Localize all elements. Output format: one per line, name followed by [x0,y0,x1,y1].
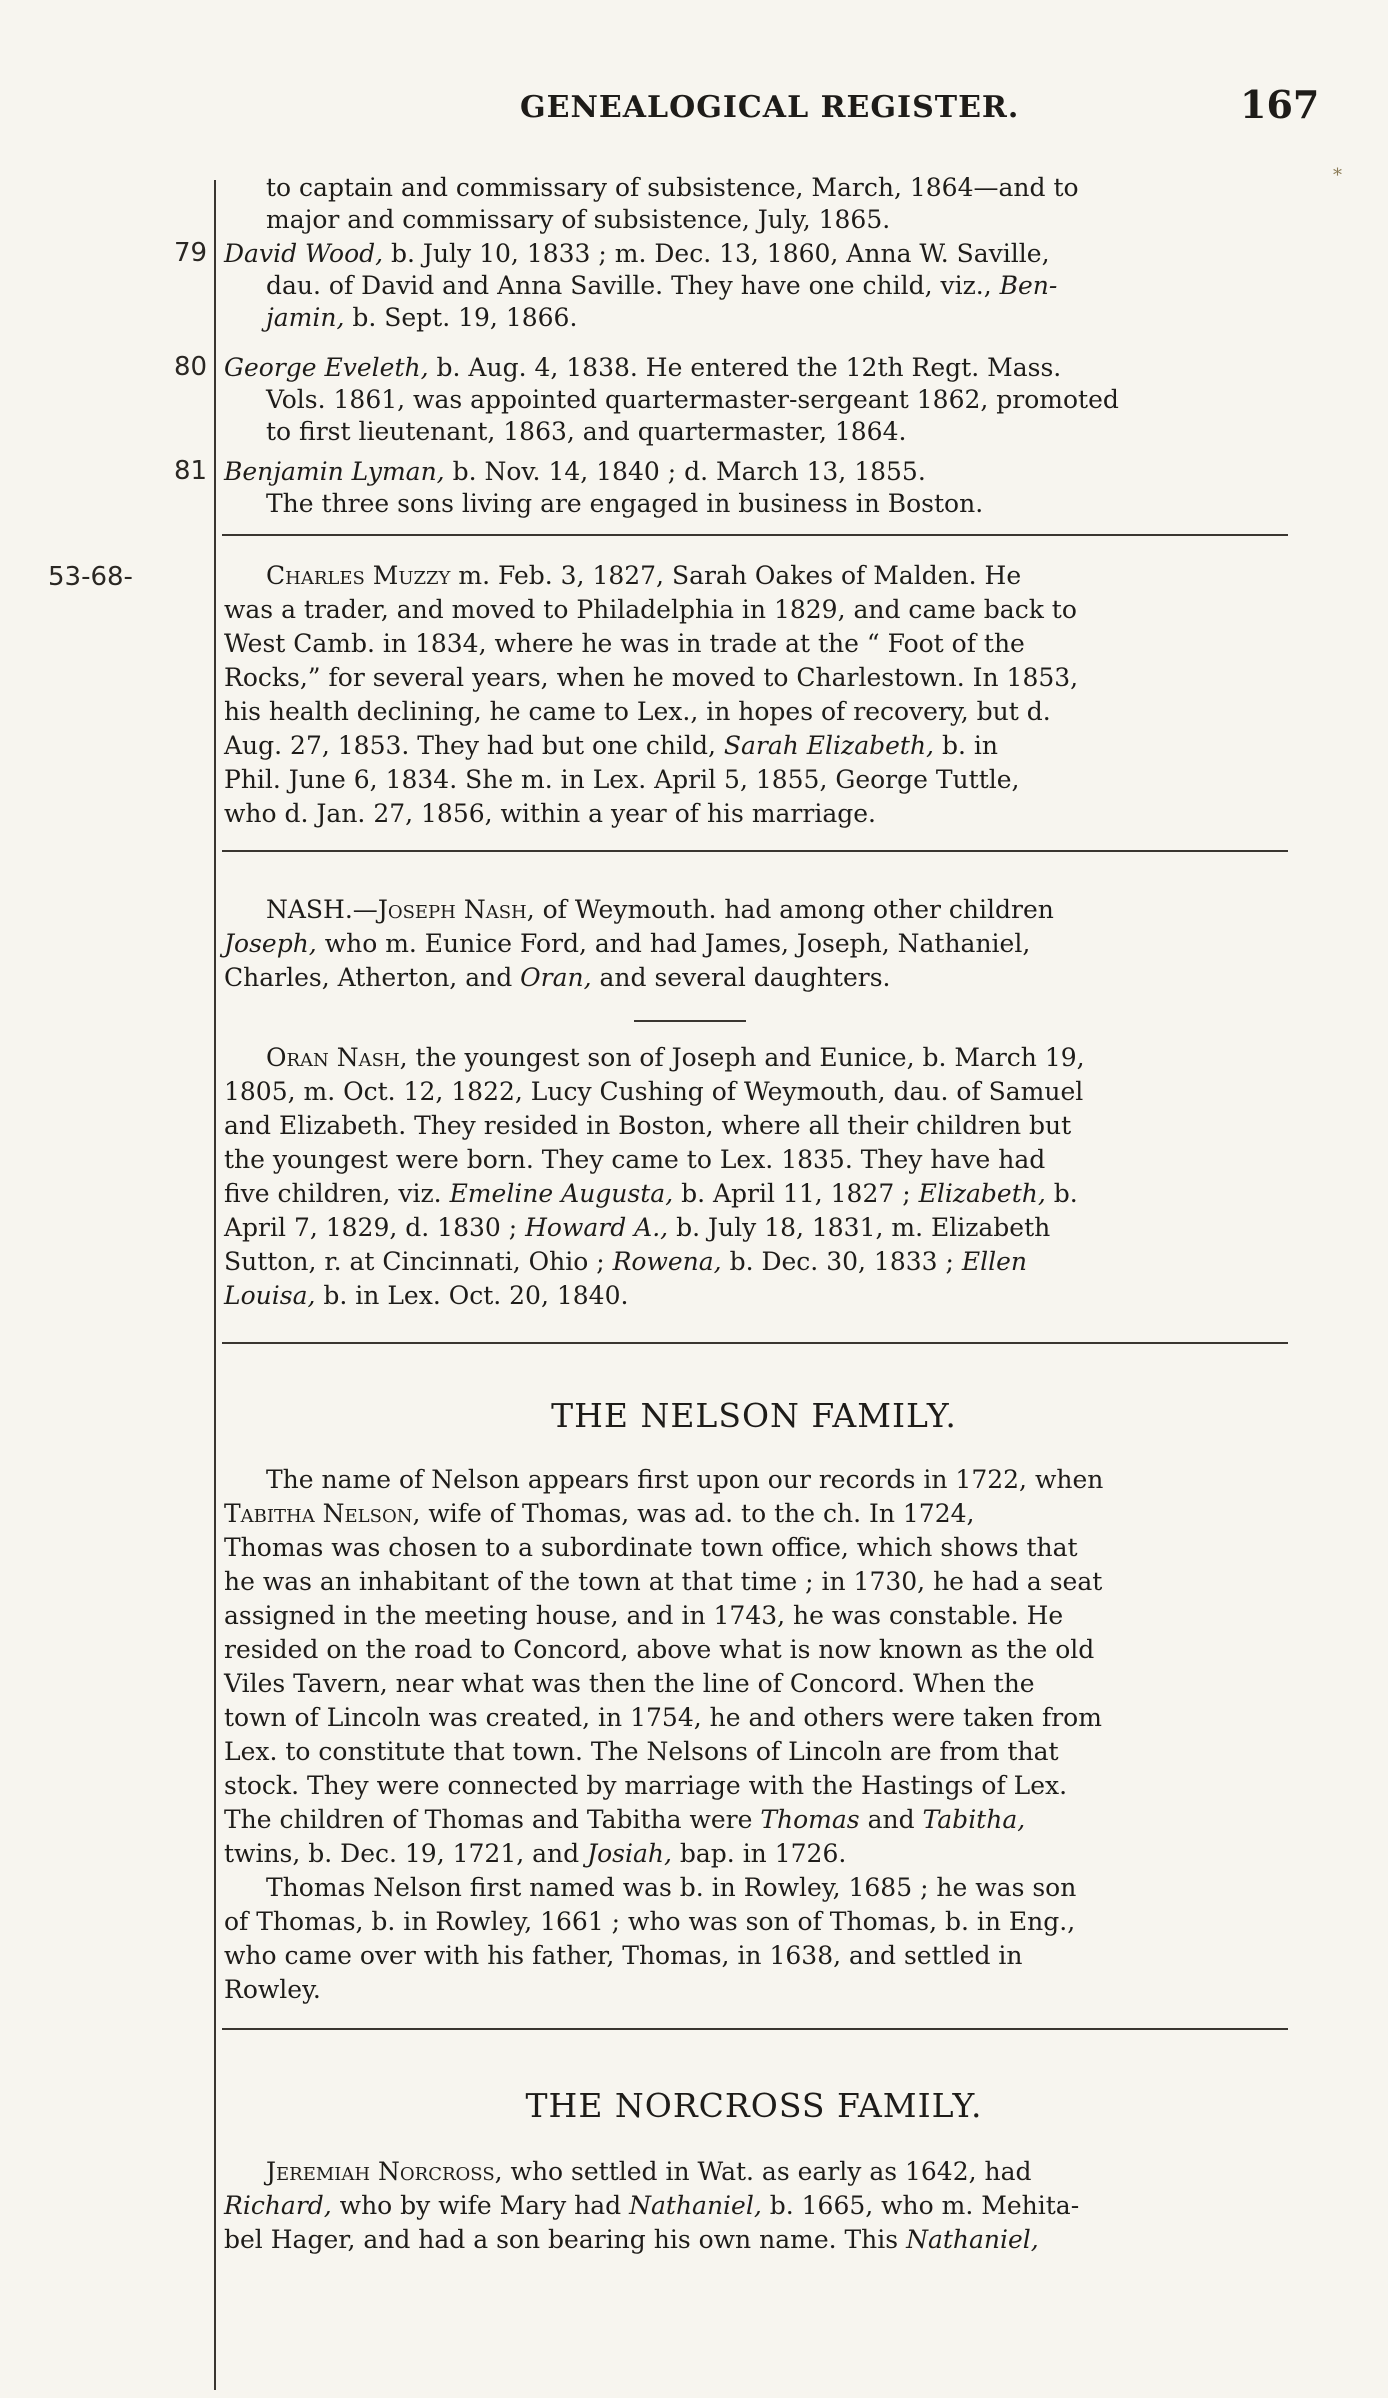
text-line: he was an inhabitant of the town at that time ; in 1730, he had a seat [224,1567,1103,1596]
entry-number: 53-68- [48,562,133,592]
text-line: Richard, who by wife Mary had Nathaniel, b. 1665, who m. Mehita- [224,2191,1080,2220]
text-line: Rowley. [224,1975,321,2004]
text-line: Charles, Atherton, and Oran, and several daughters. [224,963,891,992]
text-line: 1805, m. Oct. 12, 1822, Lucy Cushing of Weymouth, dau. of Samuel [224,1077,1084,1106]
section-divider [222,1342,1288,1344]
text-line: Jeremiah Norcross, who settled in Wat. as early as 1642, had [266,2157,1032,2186]
text-line: Benjamin Lyman, b. Nov. 14, 1840 ; d. March 13, 1855. [224,457,926,486]
text-line: Thomas was chosen to a subordinate town office, which shows that [224,1533,1078,1562]
page-number: 167 [1240,82,1320,127]
text-line: April 7, 1829, d. 1830 ; Howard A., b. July 18, 1831, m. Elizabeth [224,1213,1051,1242]
text-line: who d. Jan. 27, 1856, within a year of his marriage. [224,799,876,828]
text-line: West Camb. in 1834, where he was in trade at the “ Foot of the [224,629,1025,658]
text-line: who came over with his father, Thomas, in 1638, and settled in [224,1941,1023,1970]
text-line: assigned in the meeting house, and in 1743, he was constable. He [224,1601,1064,1630]
text-line: Sutton, r. at Cincinnati, Ohio ; Rowena, b. Dec. 30, 1833 ; Ellen [224,1247,1027,1276]
text-line: Phil. June 6, 1834. She m. in Lex. April 5, 1855, George Tuttle, [224,765,1020,794]
section-divider [222,2028,1288,2030]
person-name: Tabitha Nelson [224,1499,413,1528]
text-line: town of Lincoln was created, in 1754, he and others were taken from [224,1703,1102,1732]
text-line: five children, viz. Emeline Augusta, b. April 11, 1827 ; Elizabeth, b. [224,1179,1078,1208]
text-line: to first lieutenant, 1863, and quartermaster, 1864. [266,417,907,446]
text-line: and Elizabeth. They resided in Boston, where all their children but [224,1111,1072,1140]
text-line: David Wood, b. July 10, 1833 ; m. Dec. 13, 1860, Anna W. Saville, [224,239,1050,268]
text-line: Rocks,” for several years, when he moved to Charlestown. In 1853, [224,663,1079,692]
text-line: Aug. 27, 1853. They had but one child, Sarah Elizabeth, b. in [224,731,998,760]
margin-mark: * [1333,165,1342,186]
text-line: Charles Muzzy m. Feb. 3, 1827, Sarah Oakes of Malden. He [266,561,1022,590]
section-heading: THE NORCROSS FAMILY. [525,2086,983,2125]
text-line: to captain and commissary of subsistence, March, 1864—and to [266,173,1079,202]
text-line: bel Hager, and had a son bearing his own name. This Nathaniel, [224,2225,1039,2254]
text-line: Oran Nash, the youngest son of Joseph and Eunice, b. March 19, [266,1043,1085,1072]
text-line: Vols. 1861, was appointed quartermaster-sergeant 1862, promoted [266,385,1119,414]
text-line: Joseph, who m. Eunice Ford, and had James, Joseph, Nathaniel, [224,929,1031,958]
person-name: Oran Nash [266,1043,400,1072]
text-line: of Thomas, b. in Rowley, 1661 ; who was son of Thomas, b. in Eng., [224,1907,1076,1936]
text-line: The name of Nelson appears first upon our records in 1722, when [266,1465,1104,1494]
text-line: The children of Thomas and Tabitha were Thomas and Tabitha, [224,1805,1026,1834]
text-line: Thomas Nelson first named was b. in Rowley, 1685 ; he was son [266,1873,1077,1902]
text-line: the youngest were born. They came to Lex. 1835. They have had [224,1145,1046,1174]
text-line: NASH.—Joseph Nash, of Weymouth. had among other children [266,895,1054,924]
text-line: his health declining, he came to Lex., in hopes of recovery, but d. [224,697,1051,726]
person-name: David Wood, [224,239,384,268]
person-name: Charles Muzzy [266,561,451,590]
section-heading: THE NELSON FAMILY. [551,1396,957,1435]
text-line: George Eveleth, b. Aug. 4, 1838. He entered the 12th Regt. Mass. [224,353,1062,382]
margin-rule [214,180,216,2390]
text-line: was a trader, and moved to Philadelphia in 1829, and came back to [224,595,1077,624]
text-line: dau. of David and Anna Saville. They have one child, viz., Ben- [266,271,1058,300]
section-divider [222,534,1288,536]
person-name: George Eveleth, [224,353,429,382]
person-name: Jeremiah Norcross [266,2157,495,2186]
section-divider [222,850,1288,852]
text-line: Viles Tavern, near what was then the line of Concord. When the [224,1669,1035,1698]
text-line: Tabitha Nelson, wife of Thomas, was ad. to the ch. In 1724, [224,1499,975,1528]
text-line: major and commissary of subsistence, July, 1865. [266,205,891,234]
text-line: The three sons living are engaged in business in Boston. [266,489,984,518]
text-line: jamin, b. Sept. 19, 1866. [266,303,578,332]
text-line: resided on the road to Concord, above what is now known as the old [224,1635,1095,1664]
text-line: Louisa, b. in Lex. Oct. 20, 1840. [224,1281,629,1310]
text-line: Lex. to constitute that town. The Nelsons of Lincoln are from that [224,1737,1059,1766]
entry-number: 81 [174,456,208,486]
person-name: Benjamin Lyman, [224,457,445,486]
text-line: twins, b. Dec. 19, 1721, and Josiah, bap. in 1726. [224,1839,847,1868]
entry-number: 79 [174,238,208,268]
short-divider [634,1020,746,1022]
running-header: GENEALOGICAL REGISTER. [520,90,1020,125]
entry-number: 80 [174,352,208,382]
person-name: Joseph Nash [377,895,527,924]
text-line: stock. They were connected by marriage with the Hastings of Lex. [224,1771,1068,1800]
